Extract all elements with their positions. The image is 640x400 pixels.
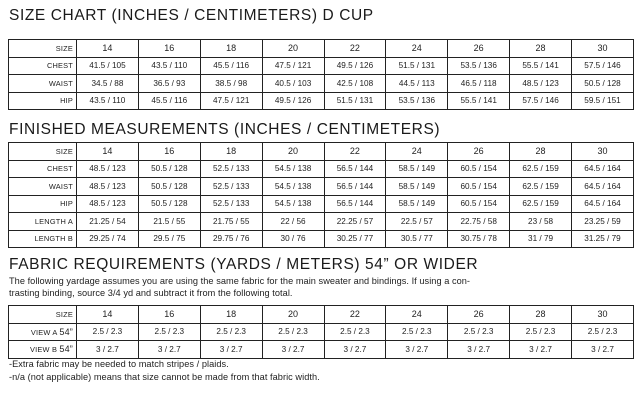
size-header-cell: 14: [77, 40, 139, 58]
table-header-row: [9, 143, 634, 161]
size-header-cell: 16: [138, 40, 200, 58]
table-cell: 51.5 / 131: [324, 92, 386, 110]
row-label-width: 54”: [59, 326, 73, 337]
table-cell: 21.25 / 54: [77, 213, 139, 231]
table-cell: 30.75 / 78: [448, 230, 510, 248]
row-label: LENGTH A: [9, 213, 77, 231]
fabric-note-na: -n/a (not applicable) means that size cannot be made from that fabric width.: [9, 372, 320, 382]
table-cell: 56.5 / 144: [324, 160, 386, 178]
size-header-cell: 22: [324, 143, 386, 161]
size-header-cell: 30: [572, 306, 634, 324]
size-header-cell: 30: [572, 143, 634, 161]
fabric-requirements-title: FABRIC REQUIREMENTS (YARDS / METERS) 54” OR WIDER: [9, 256, 479, 273]
row-label: WAIST: [9, 178, 77, 196]
table-cell: 31 / 79: [510, 230, 572, 248]
table-cell: 3 / 2.7: [510, 341, 572, 359]
table-cell: 2.5 / 2.3: [572, 323, 634, 341]
table-cell: 43.5 / 110: [77, 92, 139, 110]
table-cell: 3 / 2.7: [262, 341, 324, 359]
size-label: SIZE: [9, 40, 77, 58]
table-cell: 48.5 / 123: [77, 160, 139, 178]
table-cell: 3 / 2.7: [138, 341, 200, 359]
table-cell: 58.5 / 149: [386, 160, 448, 178]
table-cell: 3 / 2.7: [448, 341, 510, 359]
table-cell: 40.5 / 103: [262, 75, 324, 93]
table-cell: 22.25 / 57: [324, 213, 386, 231]
table-cell: 53.5 / 136: [448, 57, 510, 75]
size-label: SIZE: [9, 306, 77, 324]
table-cell: 57.5 / 146: [572, 57, 634, 75]
table-cell: 22.5 / 57: [386, 213, 448, 231]
table-cell: 56.5 / 144: [324, 195, 386, 213]
table-cell: 3 / 2.7: [386, 341, 448, 359]
table-cell: 48.5 / 123: [510, 75, 572, 93]
size-header-cell: 28: [510, 40, 572, 58]
table-cell: 42.5 / 108: [324, 75, 386, 93]
table-cell: 47.5 / 121: [200, 92, 262, 110]
table-cell: 2.5 / 2.3: [138, 323, 200, 341]
size-label: SIZE: [9, 143, 77, 161]
fabric-intro-line-1: The following yardage assumes you are using the same fabric for the main sweater and bindings. If using a con-: [9, 276, 471, 286]
size-header-cell: 14: [77, 143, 139, 161]
table-row: [9, 341, 634, 359]
size-header-cell: 24: [386, 306, 448, 324]
table-cell: 50.5 / 128: [138, 195, 200, 213]
row-label: HIP: [9, 195, 77, 213]
table-cell: 64.5 / 164: [572, 195, 634, 213]
size-header-cell: 24: [386, 143, 448, 161]
table-cell: 22.75 / 58: [448, 213, 510, 231]
table-cell: 2.5 / 2.3: [324, 323, 386, 341]
size-header-cell: 26: [448, 143, 510, 161]
table-cell: 29.5 / 75: [138, 230, 200, 248]
table-cell: 58.5 / 149: [386, 195, 448, 213]
fabric-intro-line-2: trasting binding, source 3/4 yd and subtract it from the following total.: [9, 288, 293, 298]
table-cell: 2.5 / 2.3: [262, 323, 324, 341]
table-cell: 3 / 2.7: [77, 341, 139, 359]
table-cell: 54.5 / 138: [262, 195, 324, 213]
size-header-cell: 22: [324, 40, 386, 58]
table-cell: 31.25 / 79: [572, 230, 634, 248]
size-header-cell: 16: [138, 143, 200, 161]
row-label: [9, 323, 77, 341]
fabric-requirements-table: [8, 305, 634, 359]
table-cell: 36.5 / 93: [138, 75, 200, 93]
table-cell: 62.5 / 159: [510, 195, 572, 213]
table-row: [9, 213, 634, 231]
table-cell: 62.5 / 159: [510, 178, 572, 196]
size-header-cell: 16: [138, 306, 200, 324]
table-cell: 47.5 / 121: [262, 57, 324, 75]
table-row: [9, 230, 634, 248]
table-header-row: [9, 306, 634, 324]
size-header-cell: 28: [510, 306, 572, 324]
table-cell: 50.5 / 128: [572, 75, 634, 93]
table-cell: 54.5 / 138: [262, 178, 324, 196]
table-cell: 56.5 / 144: [324, 178, 386, 196]
table-cell: 23.25 / 59: [572, 213, 634, 231]
table-cell: 45.5 / 116: [200, 57, 262, 75]
table-cell: 49.5 / 126: [262, 92, 324, 110]
table-cell: 64.5 / 164: [572, 160, 634, 178]
table-row: [9, 178, 634, 196]
table-cell: 44.5 / 113: [386, 75, 448, 93]
size-header-cell: 26: [448, 40, 510, 58]
size-chart-title: SIZE CHART (INCHES / CENTIMETERS) D CUP: [9, 7, 374, 24]
finished-measurements-title: FINISHED MEASUREMENTS (INCHES / CENTIMETERS): [9, 121, 441, 138]
row-label: [9, 341, 77, 359]
size-header-cell: 22: [324, 306, 386, 324]
table-cell: 2.5 / 2.3: [386, 323, 448, 341]
table-cell: 21.5 / 55: [138, 213, 200, 231]
table-cell: 48.5 / 123: [77, 195, 139, 213]
table-row: [9, 57, 634, 75]
fabric-note-stripes: -Extra fabric may be needed to match stripes / plaids.: [9, 359, 229, 369]
table-cell: 62.5 / 159: [510, 160, 572, 178]
table-cell: 30.5 / 77: [386, 230, 448, 248]
table-cell: 55.5 / 141: [510, 57, 572, 75]
table-cell: 29.75 / 76: [200, 230, 262, 248]
row-label-view: VIEW B: [30, 345, 58, 355]
size-header-cell: 14: [77, 306, 139, 324]
table-cell: 43.5 / 110: [138, 57, 200, 75]
row-label: LENGTH B: [9, 230, 77, 248]
table-header-row: [9, 40, 634, 58]
table-cell: 60.5 / 154: [448, 178, 510, 196]
size-header-cell: 26: [448, 306, 510, 324]
table-cell: 60.5 / 154: [448, 160, 510, 178]
table-cell: 51.5 / 131: [386, 57, 448, 75]
size-chart-table: [8, 39, 634, 110]
row-label: CHEST: [9, 57, 77, 75]
row-label-view: VIEW A: [30, 327, 58, 337]
size-header-cell: 30: [572, 40, 634, 58]
table-cell: 3 / 2.7: [572, 341, 634, 359]
table-cell: 2.5 / 2.3: [448, 323, 510, 341]
table-cell: 3 / 2.7: [324, 341, 386, 359]
table-row: [9, 75, 634, 93]
row-label: CHEST: [9, 160, 77, 178]
table-cell: 21.75 / 55: [200, 213, 262, 231]
table-cell: 30 / 76: [262, 230, 324, 248]
table-cell: 64.5 / 164: [572, 178, 634, 196]
size-header-cell: 20: [262, 143, 324, 161]
table-cell: 54.5 / 138: [262, 160, 324, 178]
table-cell: 58.5 / 149: [386, 178, 448, 196]
row-label: WAIST: [9, 75, 77, 93]
table-row: [9, 323, 634, 341]
table-row: [9, 160, 634, 178]
table-cell: 22 / 56: [262, 213, 324, 231]
size-header-cell: 20: [262, 40, 324, 58]
table-cell: 34.5 / 88: [77, 75, 139, 93]
table-cell: 49.5 / 126: [324, 57, 386, 75]
table-cell: 50.5 / 128: [138, 160, 200, 178]
finished-measurements-table: [8, 142, 634, 248]
row-label-width: 54”: [59, 344, 73, 355]
table-cell: 52.5 / 133: [200, 160, 262, 178]
size-header-cell: 18: [200, 40, 262, 58]
table-cell: 2.5 / 2.3: [77, 323, 139, 341]
table-row: [9, 195, 634, 213]
table-cell: 38.5 / 98: [200, 75, 262, 93]
table-cell: 52.5 / 133: [200, 195, 262, 213]
size-header-cell: 20: [262, 306, 324, 324]
table-cell: 60.5 / 154: [448, 195, 510, 213]
table-cell: 59.5 / 151: [572, 92, 634, 110]
table-row: [9, 92, 634, 110]
table-cell: 45.5 / 116: [138, 92, 200, 110]
table-cell: 57.5 / 146: [510, 92, 572, 110]
row-label: HIP: [9, 92, 77, 110]
table-cell: 29.25 / 74: [77, 230, 139, 248]
size-header-cell: 24: [386, 40, 448, 58]
table-cell: 2.5 / 2.3: [200, 323, 262, 341]
table-cell: 3 / 2.7: [200, 341, 262, 359]
table-cell: 52.5 / 133: [200, 178, 262, 196]
size-header-cell: 18: [200, 306, 262, 324]
size-header-cell: 18: [200, 143, 262, 161]
table-cell: 41.5 / 105: [77, 57, 139, 75]
table-cell: 30.25 / 77: [324, 230, 386, 248]
size-header-cell: 28: [510, 143, 572, 161]
table-cell: 53.5 / 136: [386, 92, 448, 110]
table-cell: 46.5 / 118: [448, 75, 510, 93]
table-cell: 48.5 / 123: [77, 178, 139, 196]
table-cell: 50.5 / 128: [138, 178, 200, 196]
table-cell: 55.5 / 141: [448, 92, 510, 110]
table-cell: 23 / 58: [510, 213, 572, 231]
table-cell: 2.5 / 2.3: [510, 323, 572, 341]
